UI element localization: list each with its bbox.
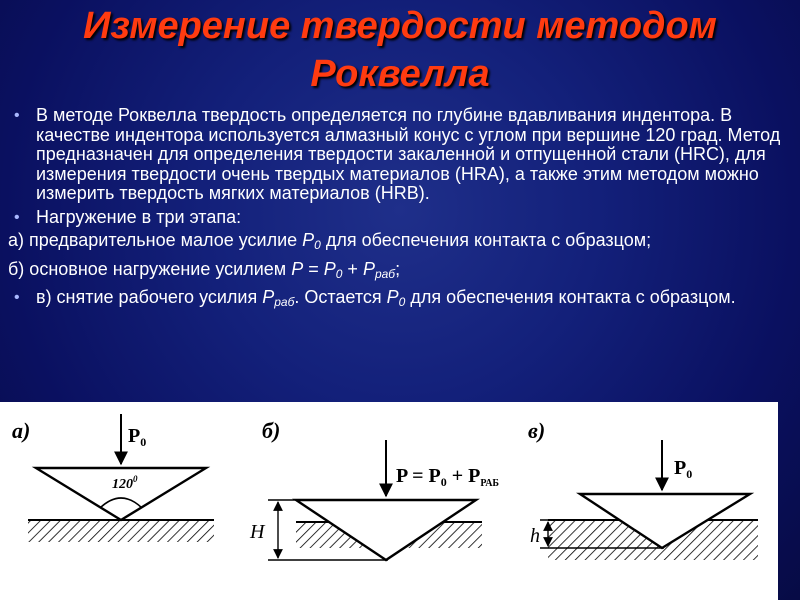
bullet-icon: • [14,208,20,226]
symbol-p: P [386,287,399,307]
depth-label-H: H [250,521,265,543]
paragraph-stages-text: Нагружение в три этапа: [36,206,242,227]
stage-v-text-mid: . Остается [294,287,387,307]
panel-a-label: а) [12,418,31,443]
paragraph-stages [8,208,796,228]
stage-a-text: а) предварительное малое усилие [8,230,303,250]
subscript-zero: 0 [398,295,406,309]
symbol-p: P [323,258,336,279]
equals-sign: = [303,258,324,279]
symbol-p: P [291,258,304,279]
stage-a-text-end: для обеспечения контакта с образцом; [320,230,652,250]
semicolon: ; [395,258,401,279]
plus-sign: + [342,258,363,279]
specimen-a [28,520,214,542]
paragraph-stage-b [8,260,796,285]
paragraph-stage-v [8,288,796,313]
symbol-p: P [302,230,315,250]
subscript-zero: 0 [335,266,343,281]
panel-b [249,418,499,560]
symbol-p: P [362,258,375,279]
force-label-v: $P_0$ [674,457,693,481]
force-label-b: $P = P_0 + P_{РАБ}$ [396,465,500,489]
diagram-svg [0,402,778,600]
panel-a [12,414,214,542]
indenter-a [36,468,206,520]
stage-b-text: б) основное нагружение усилием [8,258,292,279]
slide-title [0,2,800,98]
stage-v-text: в) снятие рабочего усилия [36,287,263,307]
title-line-2: Роквелла [310,53,490,95]
panel-v [528,418,758,560]
paragraph-method [8,106,796,204]
paragraph-stage-a [8,231,796,256]
rockwell-diagram [0,402,778,600]
slide-body [8,106,796,317]
panel-v-label: в) [528,418,546,443]
stage-v-text-end: для обеспечения контакта с образцом. [405,287,736,307]
angle-label: $120^0$ [112,474,138,492]
subscript-zero: 0 [314,238,321,252]
panel-b-label: б) [262,418,281,443]
paragraph-method-text: В методе Роквелла твердость определяется по глубине вдавливания индентора. В качестве индентора используется алмазный конус с углом при вершине 120 град. Метод предназначен для определения твердости закаленной и отпущенной стали (HRC), для измерения твердости очень твердых материалов (HRA), а также этим методом можно измерить твердость мягких материалов (HRB). [36,105,781,203]
subscript-rab: раб [374,266,396,281]
force-label-a: $P_0$ [128,425,147,449]
title-line-1: Измерение твердости методом [83,5,717,47]
bullet-icon: • [14,289,20,306]
subscript-rab: раб [274,295,295,309]
depth-label-h: h [530,525,540,547]
symbol-p: P [262,287,275,307]
bullet-icon: • [14,107,20,124]
